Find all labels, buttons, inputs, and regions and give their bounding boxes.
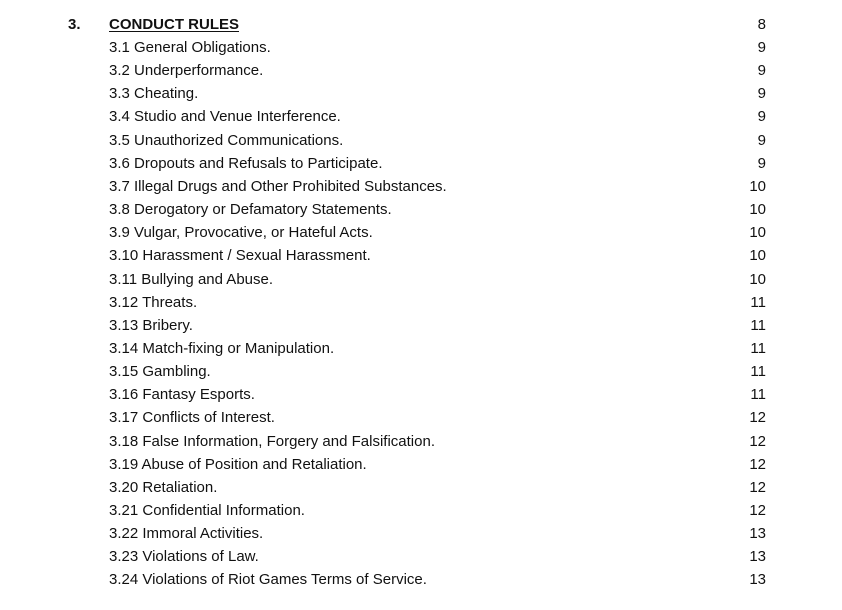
toc-entry-title[interactable]: 3.5 Unauthorized Communications.	[109, 131, 344, 149]
toc-entry[interactable]	[0, 175, 842, 198]
toc-entry-page-number: 12	[749, 409, 766, 427]
toc-entry-page-number: 9	[757, 62, 766, 80]
toc-entry-page-number: 9	[757, 154, 766, 172]
toc-entry-page-number: 12	[749, 455, 766, 473]
toc-entry-page-number: 11	[750, 386, 766, 404]
toc-entry[interactable]	[0, 453, 842, 476]
toc-entry-title[interactable]: 3.1 General Obligations.	[109, 39, 271, 56]
toc-entry[interactable]	[0, 522, 842, 545]
toc-entry[interactable]	[0, 406, 842, 429]
toc-entry-title[interactable]: 3.21 Confidential Information.	[109, 502, 305, 519]
toc-entry-title[interactable]: 3.22 Immoral Activities.	[109, 525, 264, 543]
toc-entry[interactable]	[0, 82, 842, 105]
toc-entry-page-number: 12	[749, 502, 766, 519]
toc-entry-title[interactable]: 3.8 Derogatory or Defamatory Statements.	[109, 201, 392, 219]
toc-entry-page-number: 12	[749, 432, 766, 450]
toc-entry[interactable]	[0, 36, 842, 59]
toc-entry[interactable]	[0, 383, 842, 406]
toc-entry[interactable]	[0, 545, 842, 568]
toc-entry[interactable]	[0, 476, 842, 499]
toc-entry-title[interactable]: 3.19 Abuse of Position and Retaliation.	[109, 455, 367, 473]
toc-entry-title[interactable]: 3.18 False Information, Forgery and Falsification.	[109, 432, 435, 450]
toc-entry[interactable]	[0, 337, 842, 360]
toc-entry-title[interactable]: 3.17 Conflicts of Interest.	[109, 409, 275, 427]
toc-entry-page-number: 11	[750, 293, 766, 311]
toc-entry[interactable]	[0, 198, 842, 221]
toc-section-heading[interactable]	[0, 13, 842, 36]
toc-entry-title[interactable]: 3.15 Gambling.	[109, 363, 211, 381]
toc-entry-title[interactable]: 3.13 Bribery.	[109, 316, 193, 334]
toc-entry[interactable]	[0, 221, 842, 244]
toc-entry-title[interactable]: 3.9 Vulgar, Provocative, or Hateful Acts.	[109, 224, 373, 242]
section-page-number: 8	[757, 16, 766, 33]
toc-entry[interactable]	[0, 314, 842, 337]
toc-entry[interactable]	[0, 152, 842, 175]
toc-entry-page-number: 9	[757, 85, 766, 103]
toc-entry-page-number: 13	[749, 525, 766, 543]
toc-entry[interactable]	[0, 105, 842, 128]
toc-entry-page-number: 11	[750, 316, 766, 334]
toc-entry-title[interactable]: 3.24 Violations of Riot Games Terms of Service.	[109, 571, 427, 589]
toc-entry-title[interactable]: 3.20 Retaliation.	[109, 478, 218, 496]
toc-entry-page-number: 11	[750, 339, 766, 357]
toc-entry[interactable]	[0, 360, 842, 383]
toc-entry-title[interactable]: 3.23 Violations of Law.	[109, 548, 259, 566]
toc-entry-title[interactable]: 3.12 Threats.	[109, 293, 198, 311]
toc-entry-page-number: 10	[749, 177, 766, 195]
toc-entry[interactable]	[0, 430, 842, 453]
toc-entry-page-number: 9	[757, 39, 766, 56]
toc-entry-title[interactable]: 3.2 Underperformance.	[109, 62, 264, 80]
toc-entry[interactable]	[0, 291, 842, 314]
toc-entry[interactable]	[0, 268, 842, 291]
toc-entry-page-number: 10	[749, 201, 766, 219]
toc-entry-page-number: 9	[757, 108, 766, 126]
section-title-link[interactable]: CONDUCT RULES	[109, 16, 239, 33]
toc-entry-page-number: 10	[749, 247, 766, 265]
toc-entry-title[interactable]: 3.11 Bullying and Abuse.	[109, 270, 274, 288]
toc-entry-page-number: 11	[750, 363, 766, 381]
toc-entry[interactable]	[0, 244, 842, 267]
toc-entry-title[interactable]: 3.16 Fantasy Esports.	[109, 386, 255, 404]
toc-entry-title[interactable]: 3.4 Studio and Venue Interference.	[109, 108, 341, 126]
toc-entry[interactable]	[0, 499, 842, 522]
toc-entry-title[interactable]: 3.3 Cheating.	[109, 85, 199, 103]
toc-entry[interactable]	[0, 129, 842, 152]
toc-entry-page-number: 10	[749, 224, 766, 242]
toc-entry-page-number: 12	[749, 478, 766, 496]
toc-entry-title[interactable]: 3.7 Illegal Drugs and Other Prohibited Substances.	[109, 177, 447, 195]
toc-entry[interactable]	[0, 568, 842, 591]
toc-entry-page-number: 10	[749, 270, 766, 288]
toc-entry-title[interactable]: 3.14 Match-fixing or Manipulation.	[109, 339, 335, 357]
toc-entry-page-number: 13	[749, 571, 766, 589]
toc-entry-title[interactable]: 3.6 Dropouts and Refusals to Participate.	[109, 154, 383, 172]
section-number: 3.	[68, 16, 81, 33]
toc-entry[interactable]	[0, 59, 842, 82]
toc-entry-page-number: 13	[749, 548, 766, 566]
toc-entry-title[interactable]: 3.10 Harassment / Sexual Harassment.	[109, 247, 371, 265]
toc-entry-page-number: 9	[757, 131, 766, 149]
